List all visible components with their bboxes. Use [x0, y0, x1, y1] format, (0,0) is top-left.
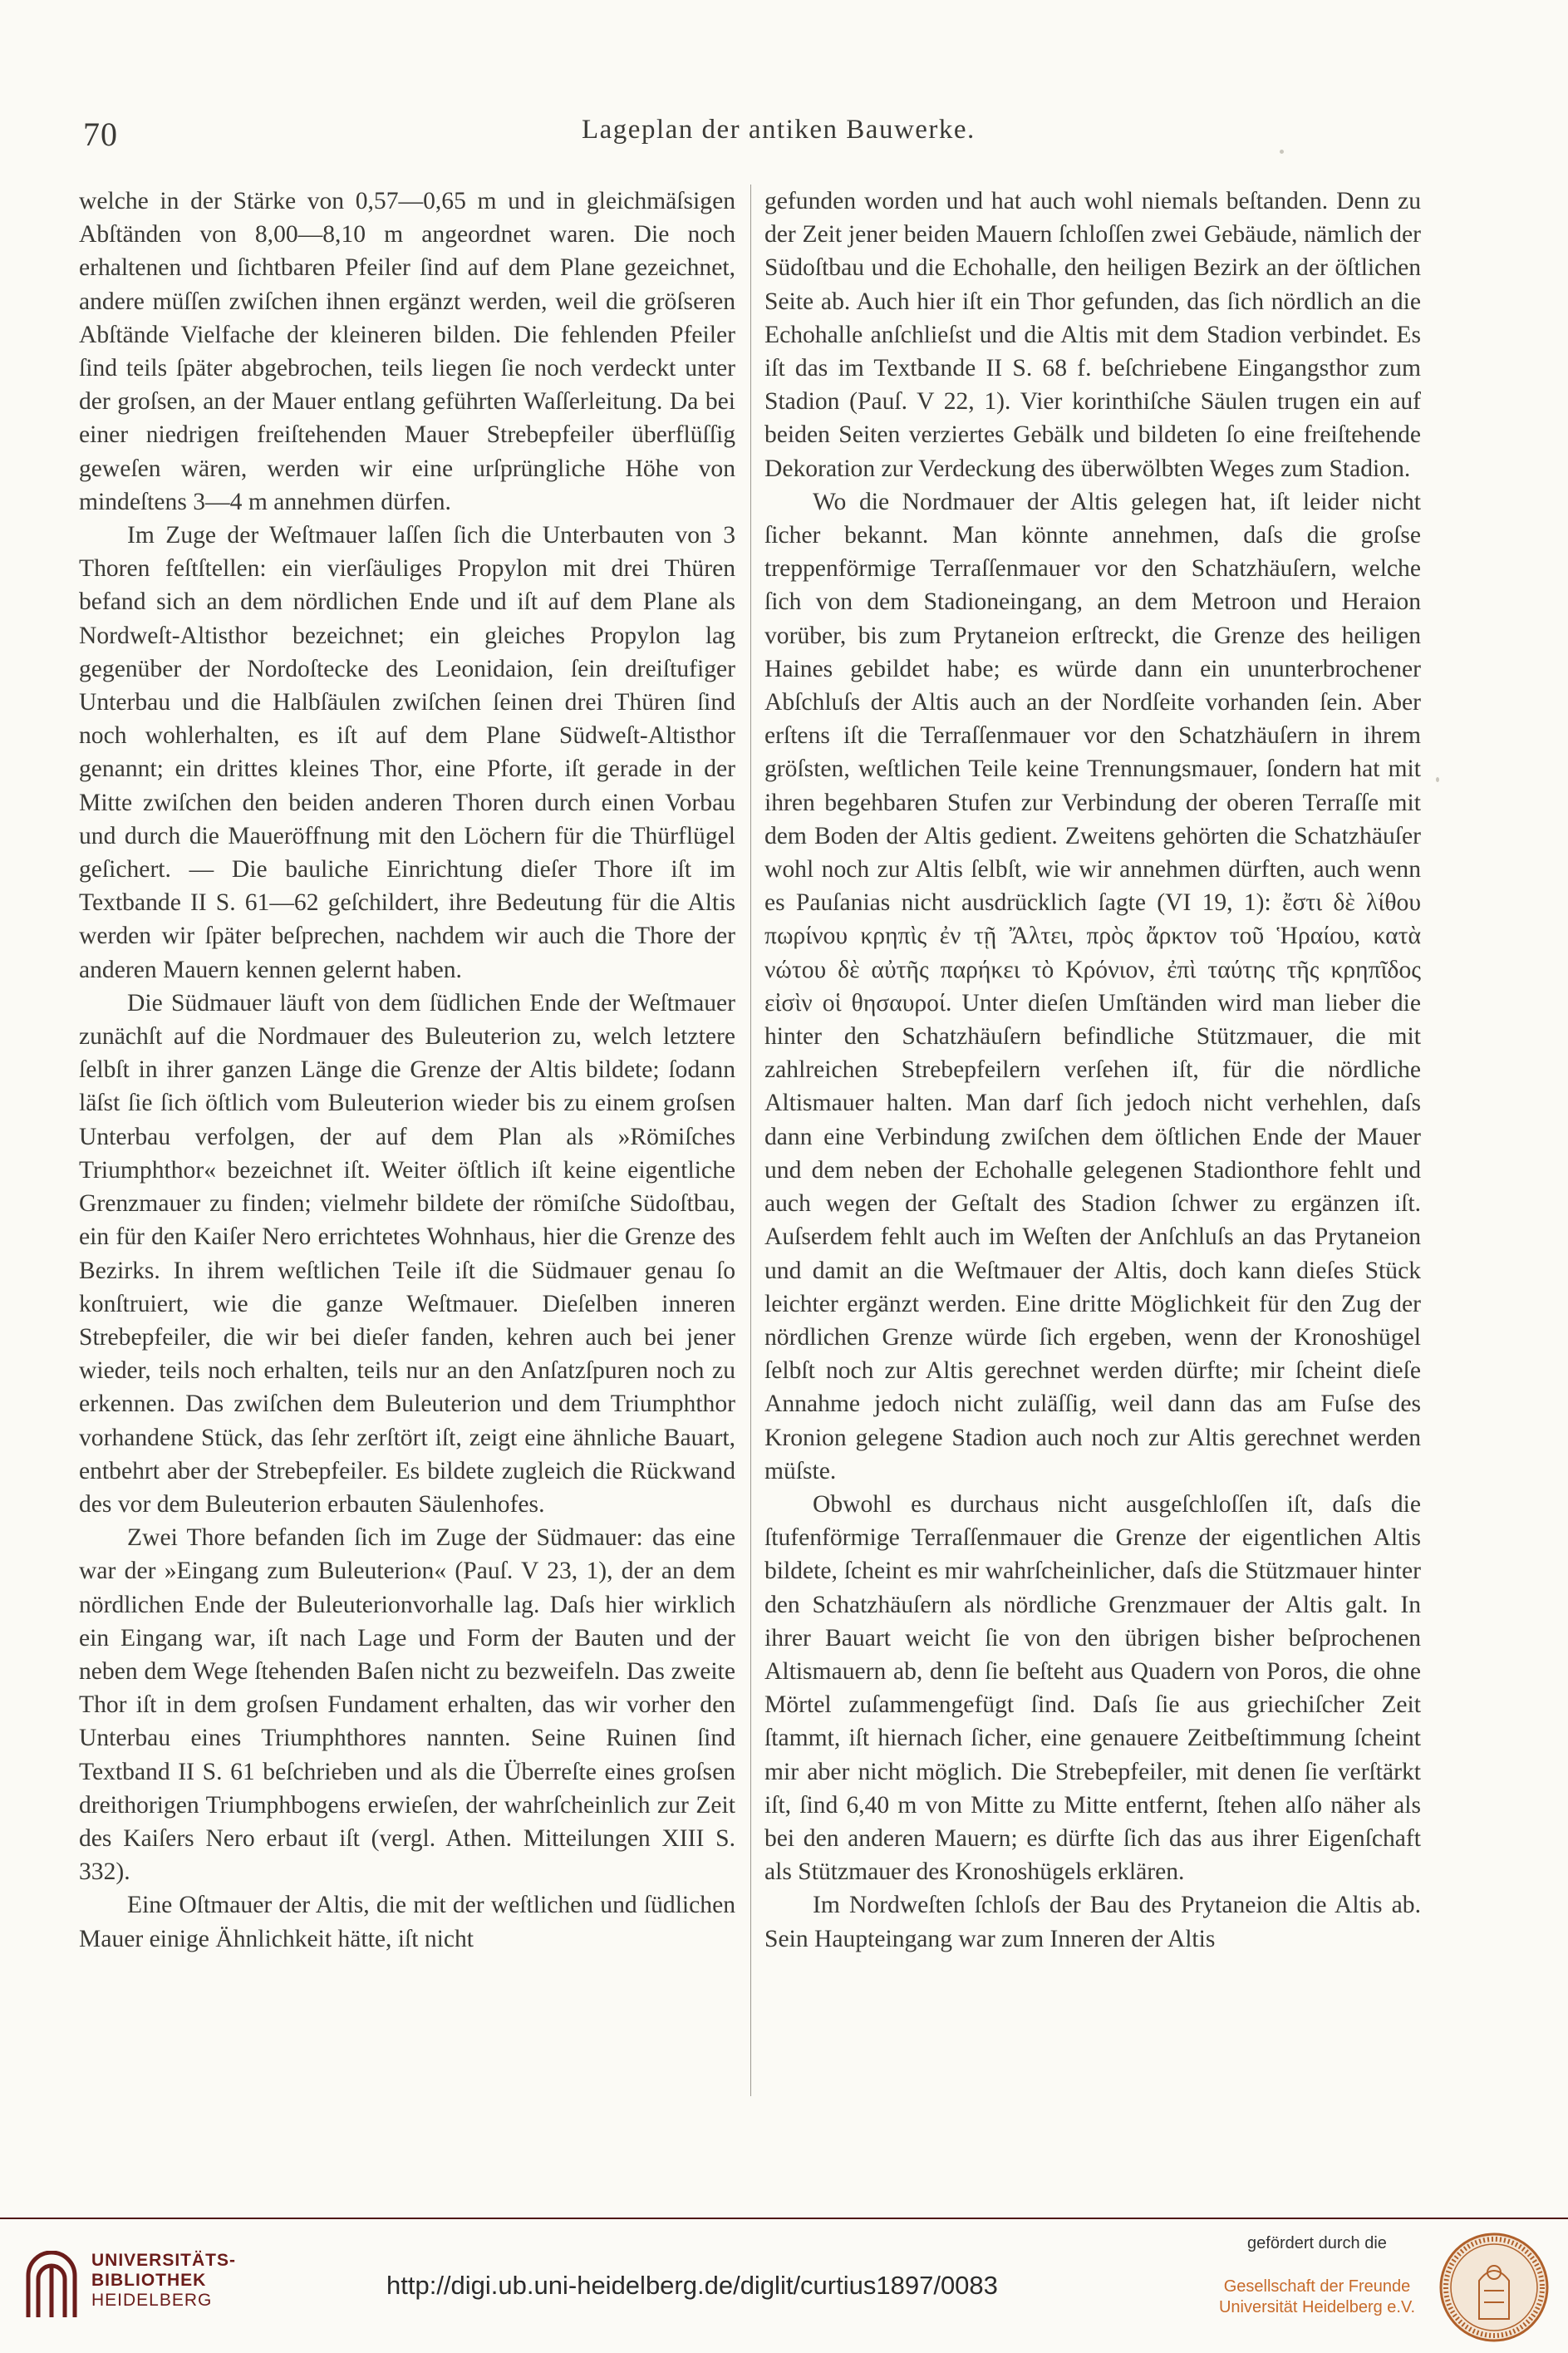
library-name-line: BIBLIOTHEK [91, 2271, 207, 2290]
permalink[interactable]: http://digi.ub.uni-heidelberg.de/diglit/curtius1897/0083 [386, 2271, 998, 2300]
sponsor-block [1209, 2234, 1425, 2318]
paragraph: Im Nordweſten ſchloſs der Bau des Prytaneion die Altis ab. Sein Haupteingang war zum Inneren der Altis [764, 1892, 1421, 1952]
paragraph: Obwohl es durchaus nicht ausgeſchloſſen iſt, daſs die ſtufenförmige Terraſſenmauer die Grenze der eigentlichen Altis bildete, ſcheint es mir wahrſcheinlicher, daſs die Stützmauer hinter den Schatzhäuſern als nördliche Grenzmauer der Altis galt. In ihrer Bauart weicht ſie von den übrigen bisher beſprochenen Altismauern ab, denn ſie beſteht aus Quadern von Poros, die ohne Mörtel zuſammengefügt ſind. Daſs ſie aus griechiſcher Zeit ſtammt, iſt hiernach ſicher, eine genauere Zeitbeſtimmung ſcheint mir aber nicht möglich. Die Strebepfeiler, mit denen ſie verſtärkt iſt, ſind 6,40 m von Mitte zu Mitte entfernt, ſtehen alſo näher als bei den anderen Mauern; es dürfte ſich das aus ihrer Eigenſchaft als Stützmauer des Kronoshügels erklären. [764, 1490, 1421, 1886]
library-logo-icon [20, 2251, 82, 2321]
paragraph: Zwei Thore befanden ſich im Zuge der Südmauer: das eine war der »Eingang zum Buleuterion« (Pauſ. V 23, 1), der an dem nördlichen Ende der Buleuterionvorhalle lag. Daſs hier wirklich ein Eingang war, iſt nach Lage und Form der Bauten und der neben dem Wege ſtehenden Baſen nicht zu bezweifeln. Das zweite Thor iſt in dem groſsen Fundament erhalten, das wir vorher den Unterbau eines Triumphthores nannten. Seine Ruinen ſind Textband II S. 61 beſchrieben und als die Überreſte eines groſsen dreithorigen Triumphbogens erwieſen, der wahrſcheinlich zur Zeit des Kaiſers Nero erbaut iſt (vergl. Athen. Mitteilungen XIII S. 332). [79, 1524, 735, 1886]
library-name [91, 2251, 236, 2311]
paragraph: Im Zuge der Weſtmauer laſſen ſich die Unterbauten von 3 Thoren feſtſtellen: ein vierſäuliges Propylon mit drei Thüren befand sich an dem nördlichen Ende und iſt auf dem Plane als Nordweſt-Altisthor bezeichnet; ein gleiches Propylon lag gegenüber der Nordoſtecke des Leonidaion, ſein dreiſtufiger Unterbau und die Halbſäulen zwiſchen ſeinen drei Thüren ſind noch wohlerhalten, es iſt auf dem Plane Südweſt-Altisthor genannt; ein drittes kleines Thor, eine Pforte, iſt gerade in der Mitte zwiſchen den beiden anderen Thoren durch einen Vorbau und durch die Maueröffnung mit den Löchern für die Thürflügel geſichert. — Die bauliche Einrichtung dieſer Thore iſt im Textbande II S. 61—62 geſchildert, ihre Bedeutung für die Altis werden wir ſpäter beſprechen, nachdem wir auch die Thore der anderen Mauern kennen gelernt haben. [79, 522, 735, 983]
right-column [764, 185, 1421, 2080]
left-column [79, 185, 735, 2080]
paragraph: welche in der Stärke von 0,57—0,65 m und in gleichmäſsigen Abſtänden von 8,00—8,10 m angeordnet waren. Die noch erhaltenen und ſichtbaren Pfeiler ſind auf dem Plane gezeichnet, andere müſſen zwiſchen ihnen ergänzt werden, weil die gröſseren Abſtände Vielfache der kleineren bilden. Die fehlenden Pfeiler ſind teils ſpäter abgebrochen, teils liegen ſie noch verdeckt unter der groſsen, an der Mauer entlang geführten Waſſerleitung. Da bei einer niedrigen freiſtehenden Mauer Strebepfeiler überflüſſig geweſen wären, werden wir eine urſprüngliche Höhe von mindeſtens 3—4 m annehmen dürfen. [79, 188, 735, 515]
running-title: Lageplan der antiken Bauwerke. [582, 115, 976, 145]
sponsor-name-line: Universität Heidelberg e.V. [1218, 2298, 1416, 2316]
library-name-line: UNIVERSITÄTS- [91, 2251, 237, 2270]
library-name-line: HEIDELBERG [91, 2291, 213, 2310]
paragraph: gefunden worden und hat auch wohl niemals beſtanden. Denn zu der Zeit jener beiden Mauern ſchloſſen zwei Gebäude, nämlich der Südoſtbau und die Echohalle, den heiligen Bezirk an der öſtlichen Seite ab. Auch hier iſt ein Thor gefunden, das ſich nördlich an die Echohalle anſchlieſst und die Altis mit dem Stadion verbindet. Es iſt das im Textbande II S. 68 f. beſchriebene Eingangsthor zum Stadion (Pauſ. V 22, 1). Vier korinthiſche Säulen trugen ein auf beiden Seiten verziertes Gebälk und bildeten ſo eine freiſtehende Dekoration zur Verdeckung des überwölbten Weges zum Stadion. [764, 188, 1421, 482]
university-seal-icon [1436, 2229, 1552, 2346]
column-divider [750, 185, 751, 2096]
paragraph: Die Südmauer läuft von dem ſüdlichen Ende der Weſtmauer zunächſt auf die Nordmauer des Buleuterion zu, welch letztere ſelbſt in ihrer ganzen Länge die Grenze der Altis bildete; ſodann läſst ſie ſich öſtlich vom Buleuterion wieder bis zu einem groſsen Unterbau verfolgen, der auf dem Plan als »Römiſches Triumphthor« bezeichnet iſt. Weiter öſtlich iſt keine eigentliche Grenzmauer zu finden; vielmehr bildete der römiſche Südoſtbau, ein für den Kaiſer Nero errichtetes Wohnhaus, hier die Grenze des Bezirks. In ihrem weſtlichen Teile iſt die Südmauer genau ſo konſtruiert, wie die ganze Weſtmauer. Dieſelben inneren Strebepfeiler, die wir bei dieſer fanden, kehren auch bei jener wieder, teils noch erhalten, teils nur an den Anſatzſpuren noch zu erkennen. Das zwiſchen dem Buleuterion und dem Triumphthor vorhandene Stück, das ſehr zerſtört iſt, zeigt eine ähnliche Bauart, entbehrt aber der Strebepfeiler. Es bildete zugleich die Rückwand des vor dem Buleuterion erbauten Säulenhofes. [79, 989, 735, 1518]
paper-speck [1436, 777, 1439, 782]
page-number: 70 [83, 116, 118, 153]
sponsor-label: gefördert durch die [1247, 2234, 1387, 2252]
sponsor-name-line: Gesellschaft der Freunde [1223, 2277, 1411, 2296]
paragraph: Eine Oſtmauer der Altis, die mit der weſtlichen und ſüdlichen Mauer einige Ähnlichkeit hätte, iſt nicht [79, 1892, 735, 1952]
digitization-footer [0, 2219, 1568, 2353]
paper-speck [1280, 150, 1284, 154]
page-header [83, 115, 1433, 156]
paragraph: Wo die Nordmauer der Altis gelegen hat, iſt leider nicht ſicher bekannt. Man könnte annehmen, daſs die groſse treppenförmige Terraſſenmauer vor den Schatzhäuſern, welche ſich von dem Stadioneingang, an dem Metroon und Heraion vorüber, bis zum Prytaneion erſtreckt, die Grenze des heiligen Haines gebildet habe; es würde dann ein ununterbrochener Abſchluſs der Altis auch an der Nordſeite vorhanden ſein. Aber erſtens iſt die Terraſſenmauer vor den Schatzhäuſern in ihrem gröſsten, weſtlichen Teile keine Trennungsmauer, ſondern hat mit ihren begehbaren Stufen zur Verbindung der oberen Terraſſe mit dem Boden der Altis gedient. Zweitens gehörten die Schatzhäuſer wohl noch zur Altis ſelbſt, wie wir annehmen dürften, auch wenn es Pauſanias nicht ausdrücklich ſagte (VI 19, 1): ἔστι δὲ λίθου πωρίνου κρηπὶς ἐν τῇ Ἄλτει, πρὸς ἄρκτον τοῦ Ἡραίου, κατὰ νώτου δὲ αὐτῆς παρήκει τὸ Κρόνιον, ἐπὶ ταύτης τῆς κρηπῖδος εἰσὶν οἱ θησαυροί. Unter dieſen Umſtänden wird man lieber die hinter den Schatzhäuſern befindliche Stützmauer, die mit zahlreichen Strebepfeilern verſehen iſt, für die nördliche Altismauer halten. Man darf ſich jedoch nicht verhehlen, daſs dann eine Verbindung zwiſchen dem öſtlichen Ende der Mauer und dem neben der Echohalle gelegenen Stadionthore fehlt und auch wegen der Geſtalt des Stadion ſchwer zu ergänzen iſt. Auſserdem fehlt auch im Weſten der Anſchluſs an das Prytaneion und damit an die Weſtmauer der Altis, doch kann dieſes Stück leichter ergänzt werden. Eine dritte Möglichkeit für den Zug der nördlichen Grenze würde ſich ergeben, wenn der Kronoshügel ſelbſt noch zur Altis gerechnet werden dürfte; mir ſcheint dieſe Annahme jedoch nicht zuläſſig, weil dann das am Fuſse des Kronion gelegene Stadion auch noch zur Altis gerechnet werden müſste. [764, 488, 1421, 1484]
